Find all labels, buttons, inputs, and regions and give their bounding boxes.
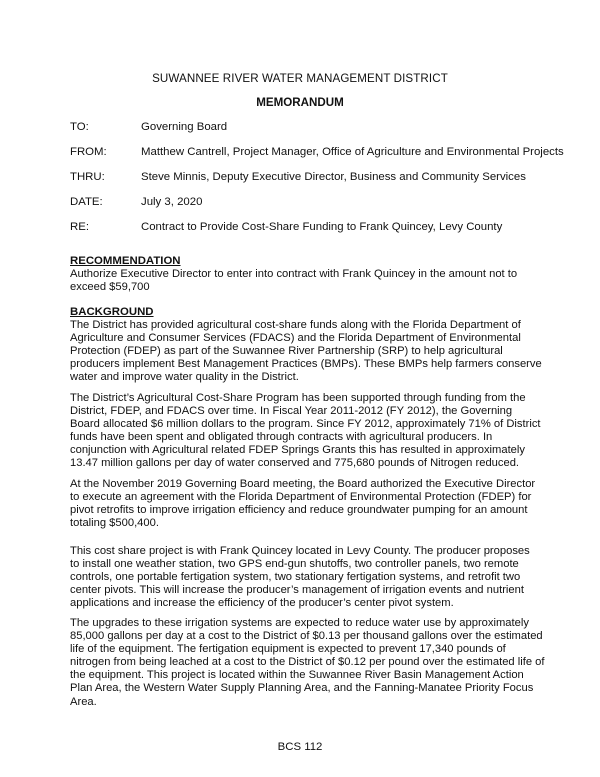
- header-value: Matthew Cantrell, Project Manager, Office of Agriculture and Environmental Projects: [141, 146, 564, 158]
- header-value: Contract to Provide Cost-Share Funding to Frank Quincey, Levy County: [141, 221, 503, 233]
- background-paragraph-4: This cost share project is with Frank Quincey located in Levy County. The producer proposes to install one weather station, two GPS end-gun shutoffs, two controller panels, two remote controls, one portable fertigation system, two stationary fertigation systems, and retrofit two center pivots. This will increase the producer’s management of irrigation events and nutrient applications and increase the efficiency of the producer’s center pivot system.: [70, 545, 530, 610]
- recommendation-text: Authorize Executive Director to enter into contract with Frank Quincey in the amount not to exceed $59,700: [70, 268, 518, 294]
- header-label: RE:: [70, 221, 89, 233]
- background-paragraph-1: The District has provided agricultural cost-share funds along with the Florida Department of Agriculture and Consumer Services (FDACS) and the Florida Department of Environmental Protection (FDEP) as part of the Suwannee River Partnership (SRP) to help agricultural producers implement Best Management Practices (BMPs). These BMPs help farmers conserve water and improve water quality in the District.: [70, 319, 542, 384]
- memo-title: MEMORANDUM: [256, 96, 344, 109]
- header-label: FROM:: [70, 146, 107, 158]
- page-number: BCS 112: [277, 741, 323, 753]
- header-value: Steve Minnis, Deputy Executive Director, Business and Community Services: [141, 171, 526, 183]
- header-label: THRU:: [70, 171, 105, 183]
- background-paragraph-2: The District’s Agricultural Cost-Share Program has been supported through funding from the District, FDEP, and FDACS over time. In Fiscal Year 2011-2012 (FY 2012), the Governing Board allocated $6 million dollars to the program. Since FY 2012, approximately 71% of District funds have been spent and obligated through contracts with agricultural producers. In conjunction with Agricultural related FDEP Springs Grants this has resulted in approximately 13.47 million gallons per day of water conserved and 775,680 pounds of Nitrogen reduced.: [70, 392, 541, 470]
- background-paragraph-3: At the November 2019 Governing Board meeting, the Board authorized the Executive Director to execute an agreement with the Florida Department of Environmental Protection (FDEP) for pivot retrofits to improve irrigation efficiency and reduce groundwater pumping for an amount totaling $500,400.: [70, 478, 536, 530]
- header-value: July 3, 2020: [141, 196, 203, 208]
- header-label: DATE:: [70, 196, 103, 208]
- organization-name: SUWANNEE RIVER WATER MANAGEMENT DISTRICT: [152, 72, 448, 85]
- header-value: Governing Board: [141, 121, 228, 133]
- background-heading: BACKGROUND: [70, 306, 154, 318]
- recommendation-heading: RECOMMENDATION: [70, 255, 181, 267]
- header-label: TO:: [70, 121, 89, 133]
- background-paragraph-5: The upgrades to these irrigation systems are expected to reduce water use by approximately 85,000 gallons per day at a cost to the District of $0.13 per thousand gallons over the estimated life of the equipment. The fertigation equipment is expected to prevent 17,340 pounds of nitrogen from being leached at a cost to the District of $0.12 per pound over the estimated life of the equipment. This project is located within the Suwannee River Basin Management Action Plan Area, the Western Water Supply Planning Area, and the Fanning-Manatee Priority Focus Area.: [70, 617, 545, 708]
